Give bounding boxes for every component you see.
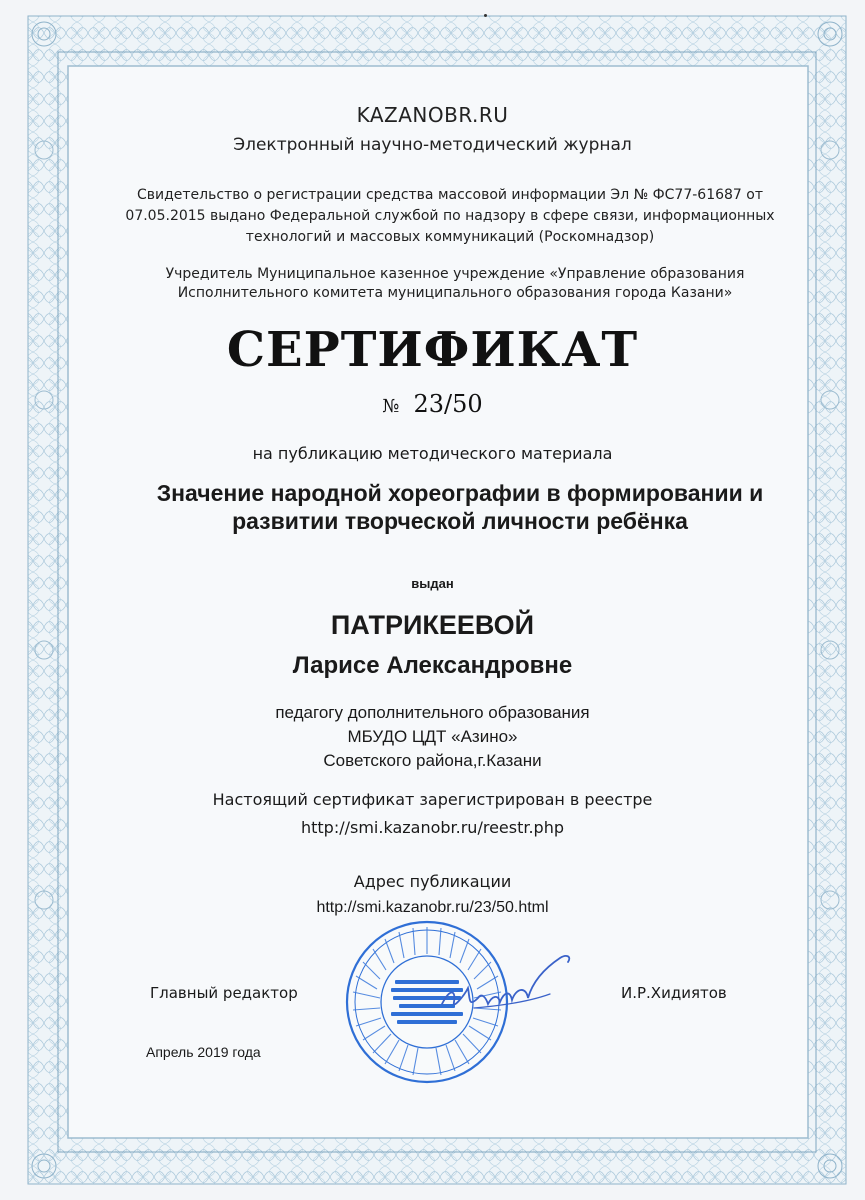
registry-url: http://smi.kazanobr.ru/reestr.php <box>300 818 565 837</box>
certificate-number: 23/50 <box>413 390 483 418</box>
number-symbol: № <box>382 396 400 417</box>
issued-label: выдан <box>411 576 454 591</box>
address-label: Адрес публикации <box>353 872 512 891</box>
journal-title: Электронный научно-методический журнал <box>233 135 632 155</box>
issue-date: Апрель 2019 года <box>146 1044 261 1060</box>
recipient-position: педагогу дополнительного образования <box>275 703 590 722</box>
recipient-name: Ларисе Александровне <box>292 652 573 679</box>
address-url: http://smi.kazanobr.ru/23/50.html <box>316 899 549 916</box>
recipient-district: Советского района,г.Казани <box>323 751 542 770</box>
certificate-number-line <box>0 390 865 418</box>
site-name: KAZANOBR.RU <box>356 103 509 127</box>
publication-for: на публикацию методического материала <box>252 444 613 463</box>
recipient-organization: МБУДО ЦДТ «Азино» <box>347 727 518 746</box>
editor-signature <box>438 948 578 1020</box>
scan-speck <box>484 14 487 17</box>
recipient-surname: ПАТРИКЕЕВОЙ <box>330 610 535 640</box>
material-title: Значение народной хореографии в формировании и развитии творческой личности ребёнка <box>156 480 764 534</box>
registry-text: Настоящий сертификат зарегистрирован в реестре <box>212 790 653 809</box>
editor-label: Главный редактор <box>150 984 298 1002</box>
editor-name: И.Р.Хидиятов <box>621 984 727 1002</box>
certificate-title: СЕРТИФИКАТ <box>226 322 639 378</box>
registration-text: Свидетельство о регистрации средства массовой информации Эл № ФС77-61687 от 07.05.2015 выдано Федеральной службой по надзору в сфере связи, информационных технологий и массовых коммуникаций (Роскомнадзор) <box>125 187 775 245</box>
founder-text: Учредитель Муниципальное казенное учреждение «Управление образования Исполнительного комитета муниципального образования города Казани» <box>165 266 745 301</box>
